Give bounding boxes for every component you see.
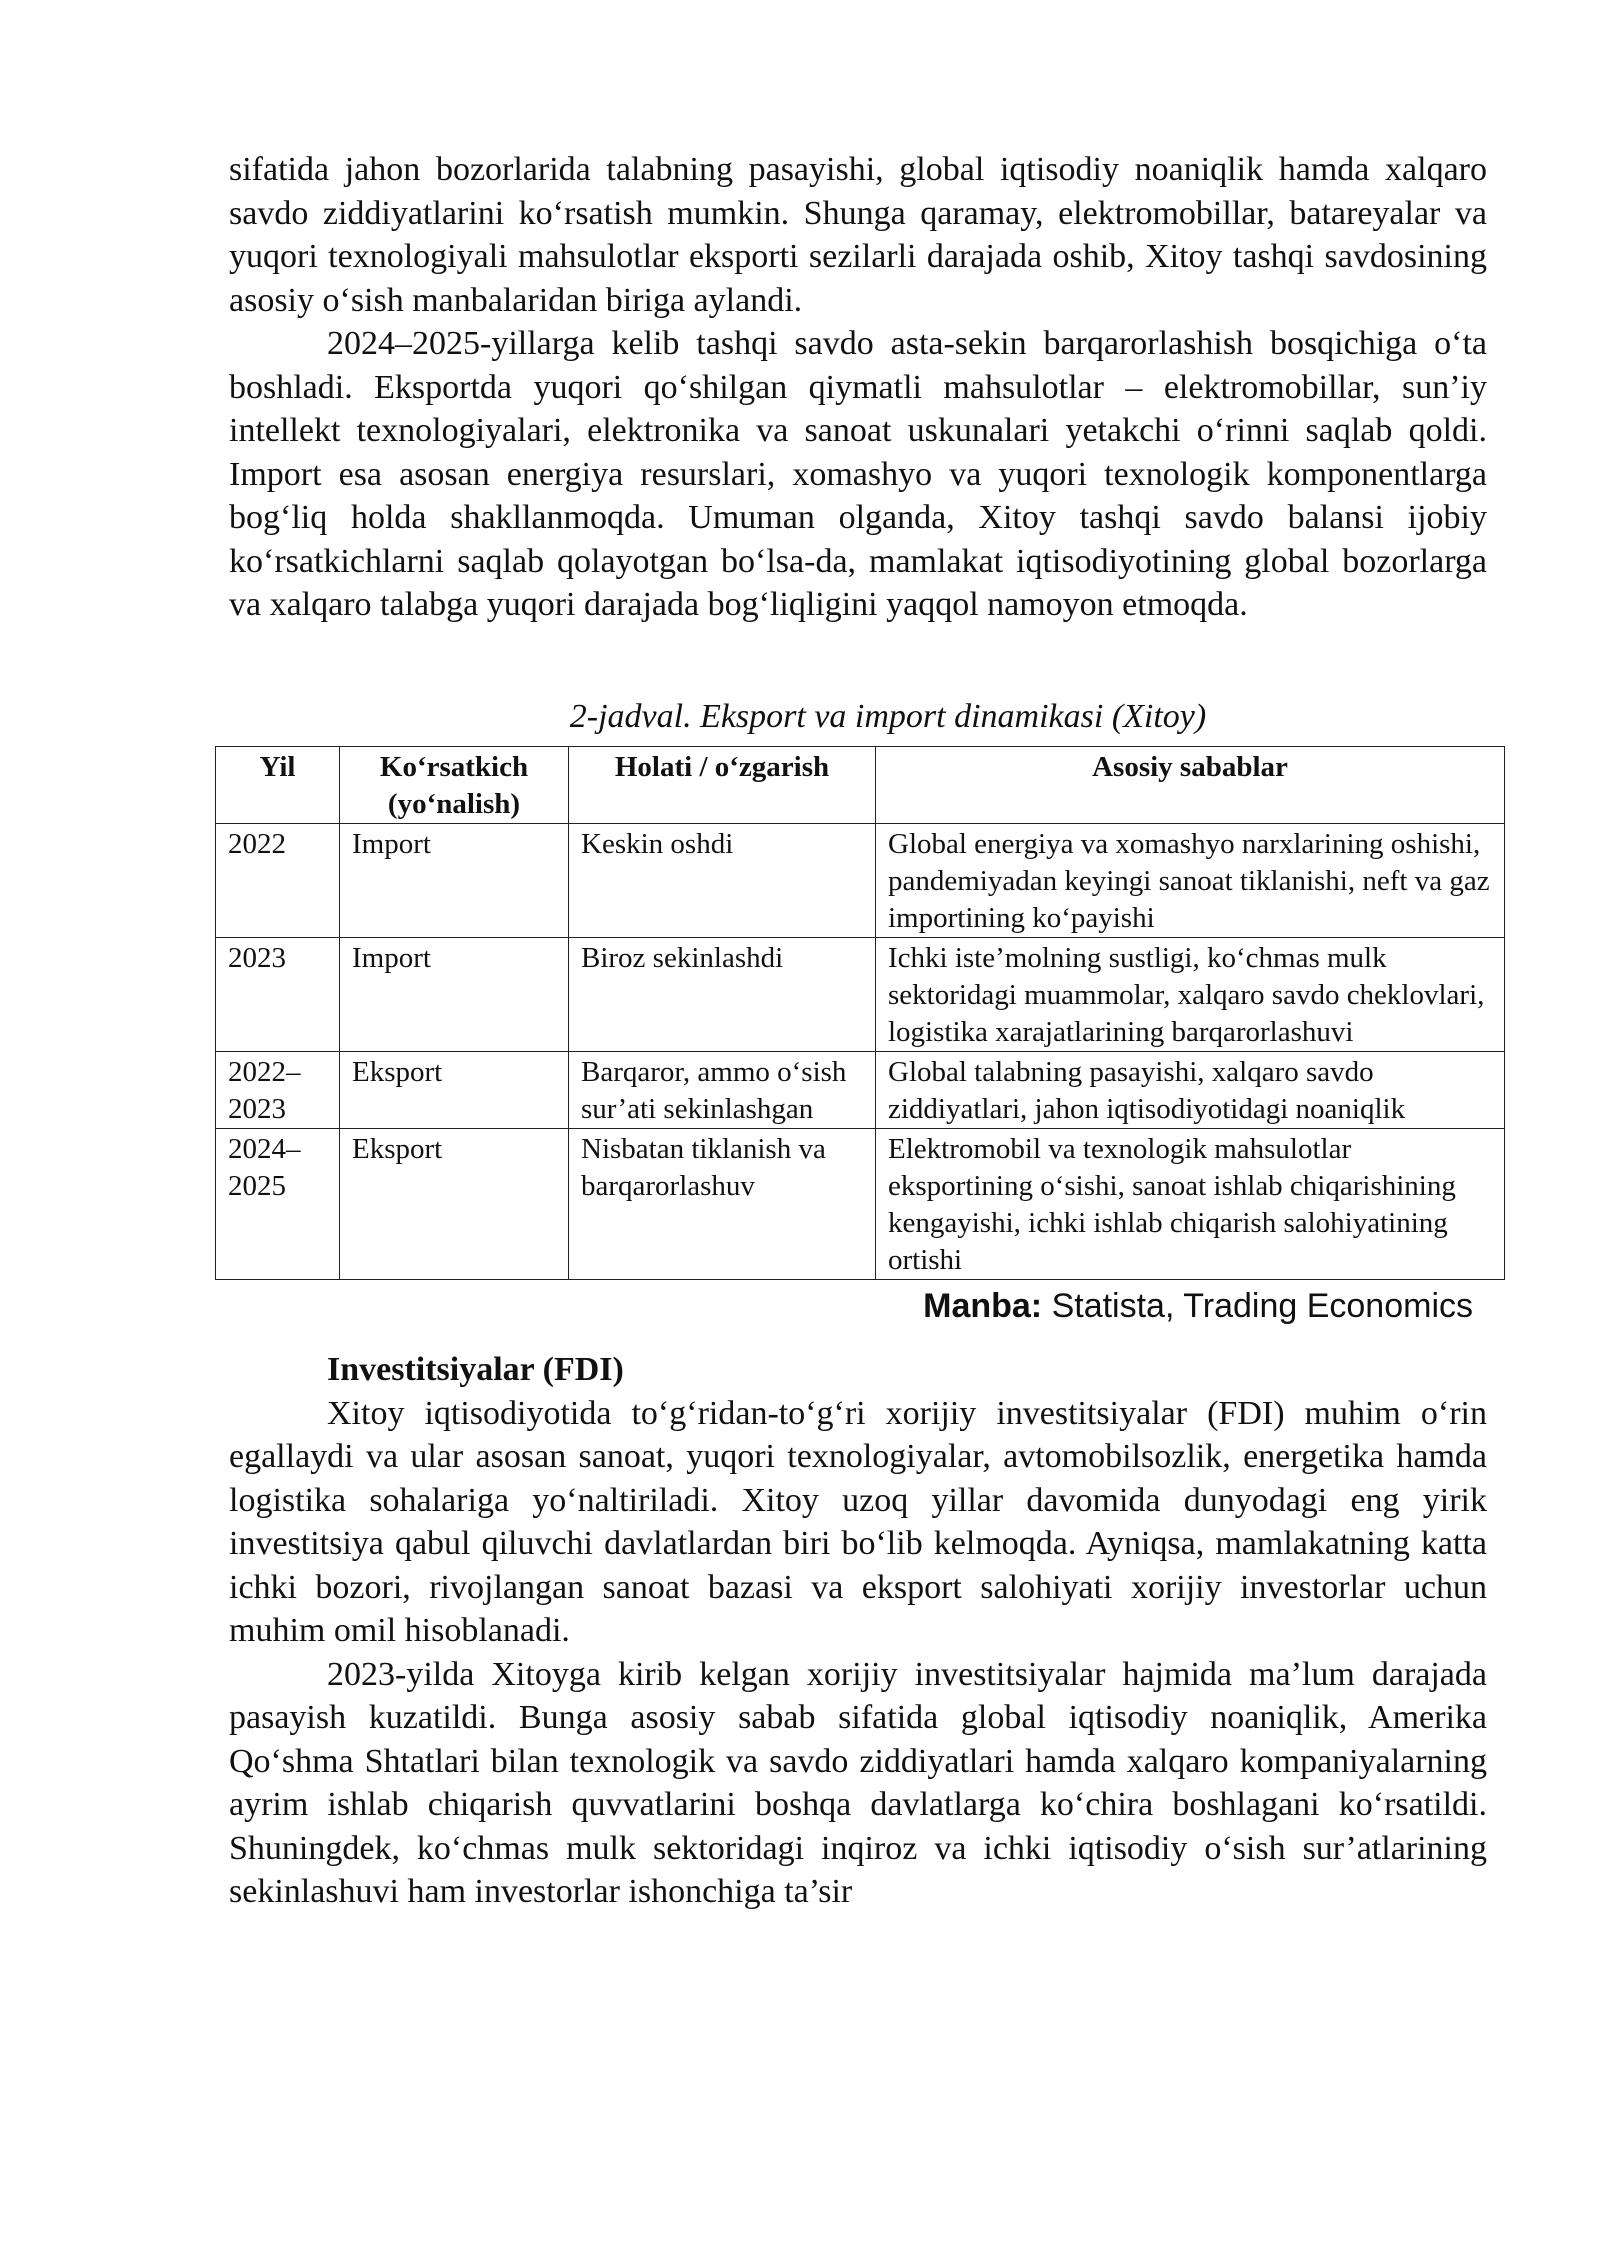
cell-reasons: Global energiya va xomashyo narxlarining oshishi, pandemiyadan keyingi sanoat tiklanishi, neft va gaz importining koʻpayishi — [876, 823, 1505, 937]
header-indicator: Koʻrsatkich (yoʻnalish) — [340, 746, 569, 823]
source-text: Statista, Trading Economics — [1051, 1286, 1473, 1325]
table-row — [216, 937, 1505, 1051]
table-row — [216, 823, 1505, 937]
cell-status: Keskin oshdi — [569, 823, 876, 937]
paragraph-fdi-intro: Xitoy iqtisodiyotida toʻgʻridan-toʻgʻri xorijiy investitsiyalar (FDI) muhim oʻrin egallaydi va ular asosan sanoat, yuqori texnologiyalar, avtomobilsozlik, energetika hamda logistika sohalariga yoʻnaltiriladi. Xitoy uzoq yillar davomida dunyodagi eng yirik investitsiya qabul qiluvchi davlatlardan biri boʻlib kelmoqda. Ayniqsa, mamlakatning katta ichki bozori, rivojlangan sanoat bazasi va eksport salohiyati xorijiy investorlar uchun muhim omil hisoblanadi. — [229, 1394, 1487, 1649]
cell-indicator: Import — [340, 823, 569, 937]
cell-year: 2022 — [216, 823, 340, 937]
header-year: Yil — [216, 746, 340, 823]
table-caption: 2-jadval. Eksport va import dinamikasi (Xitoy) — [569, 697, 1207, 735]
paragraph-fdi-2023: 2023-yilda Xitoyga kirib kelgan xorijiy investitsiyalar hajmida ma’lum darajada pasayish kuzatildi. Bunga asosiy sabab sifatida global iqtisodiy noaniqlik, Amerika Qoʻshma Shtatlari bilan texnologik va savdo ziddiyatlari hamda xalqaro kompaniyalarning ayrim ishlab chiqarish quvvatlarini boshqa davlatlarga koʻchira boshlagani koʻrsatildi. Shuningdek, koʻchmas mulk sektoridagi inqiroz va ichki iqtisodiy oʻsish sur’atlarining sekinlashuvi ham investorlar ishonchiga ta’sir — [229, 1655, 1487, 1910]
cell-indicator: Eksport — [340, 1128, 569, 1279]
cell-year: 2022–2023 — [216, 1051, 340, 1128]
paragraph-trade-2024-2025: 2024–2025-yillarga kelib tashqi savdo asta-sekin barqarorlashish bosqichiga oʻta boshladi. Eksportda yuqori qoʻshilgan qiymatli mahsulotlar – elektromobillar, sun’iy intellekt texnologiyalari, elektronika va sanoat uskunalari yetakchi oʻrinni saqlab qoldi. Import esa asosan energiya resurslari, xomashyo va yuqori texnologik komponentlarga bogʻliq holda shakllanmoqda. Umuman olganda, Xitoy tashqi savdo balansi ijobiy koʻrsatkichlarni saqlab qolayotgan boʻlsa-da, mamlakat iqtisodiyotining global bozorlarga va xalqaro talabga yuqori darajada bogʻliqligini yaqqol namoyon etmoqda. — [229, 325, 1487, 623]
cell-year: 2023 — [216, 937, 340, 1051]
cell-reasons: Global talabning pasayishi, xalqaro savdo ziddiyatlari, jahon iqtisodiyotidagi noaniqlik — [876, 1051, 1505, 1128]
paragraph-trade-continuation: sifatida jahon bozorlarida talabning pasayishi, global iqtisodiy noaniqlik hamda xalqaro savdo ziddiyatlarini koʻrsatish mumkin. Shunga qaramay, elektromobillar, batareyalar va yuqori texnologiyali mahsulotlar eksporti sezilarli darajada oshib, Xitoy tashqi savdosining asosiy oʻsish manbalaridan biriga aylandi. — [229, 151, 1487, 319]
cell-reasons: Elektromobil va texnologik mahsulotlar eksportining oʻsishi, sanoat ishlab chiqarishining kengayishi, ichki ishlab chiqarish salohiyatining ortishi — [876, 1128, 1505, 1279]
export-import-table — [215, 746, 1505, 1280]
cell-status: Barqaror, ammo oʻsish sur’ati sekinlashgan — [569, 1051, 876, 1128]
cell-status: Nisbatan tiklanish va barqarorlashuv — [569, 1128, 876, 1279]
table-header-row — [216, 746, 1505, 823]
cell-reasons: Ichki iste’molning sustligi, koʻchmas mulk sektoridagi muammolar, xalqaro savdo cheklovlari, logistika xarajatlarining barqarorlashuvi — [876, 937, 1505, 1051]
cell-status: Biroz sekinlashdi — [569, 937, 876, 1051]
page-content — [228, 148, 1490, 1914]
source-label: Manba: — [923, 1286, 1043, 1325]
header-status: Holati / oʻzgarish — [569, 746, 876, 823]
table-source — [229, 1284, 1473, 1328]
header-reasons: Asosiy sabablar — [876, 746, 1505, 823]
table-row — [216, 1128, 1505, 1279]
cell-indicator: Import — [340, 937, 569, 1051]
section-heading-fdi: Investitsiyalar (FDI) — [327, 1350, 624, 1388]
cell-indicator: Eksport — [340, 1051, 569, 1128]
cell-year: 2024–2025 — [216, 1128, 340, 1279]
table-row — [216, 1051, 1505, 1128]
